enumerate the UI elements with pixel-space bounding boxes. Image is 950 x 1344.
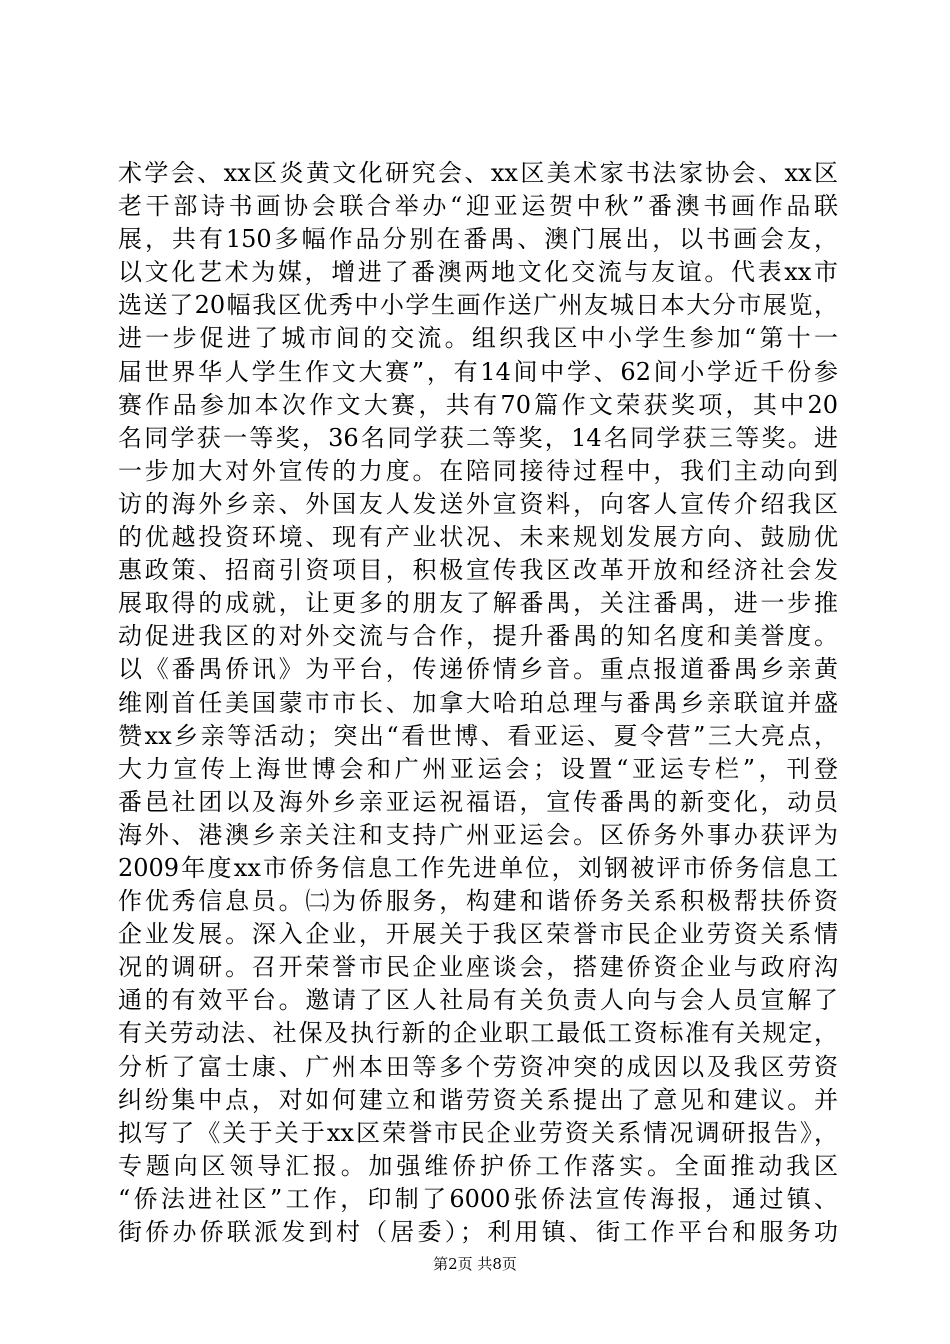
text-line: 有关劳动法、社保及执行新的企业职工最低工资标准有关规定， xyxy=(118,1019,838,1048)
text-line: 纠纷集中点，对如何建立和谐劳资关系提出了意见和建议。并 xyxy=(118,1085,838,1114)
text-line: 番邑社团以及海外乡亲亚运祝福语，宣传番禺的新变化，动员 xyxy=(118,787,838,816)
text-line: 老干部诗书画协会联合举办“迎亚运贺中秋”番澳书画作品联 xyxy=(118,192,838,221)
text-line: 海外、港澳乡亲关注和支持广州亚运会。区侨务外事办获评为 xyxy=(118,820,838,849)
text-line: 企业发展。深入企业，开展关于我区荣誉市民企业劳资关系情 xyxy=(118,920,838,949)
text-line: 一步加大对外宣传的力度。在陪同接待过程中，我们主动向到 xyxy=(118,456,838,485)
text-line: 展取得的成就，让更多的朋友了解番禺，关注番禺，进一步推 xyxy=(118,589,838,618)
text-line: 以文化艺术为媒，增进了番澳两地文化交流与友谊。代表xx市 xyxy=(118,258,838,287)
text-line: “侨法进社区”工作，印制了6000张侨法宣传海报，通过镇、 xyxy=(118,1184,838,1213)
text-line: 展，共有150多幅作品分别在番禺、澳门展出，以书画会友， xyxy=(118,225,838,254)
page-number-footer: 第2页 共8页 xyxy=(433,1255,517,1273)
text-line: 届世界华人学生作文大赛”，有14间中学、62间小学近千份参 xyxy=(118,357,838,386)
text-line: 名同学获一等奖，36名同学获二等奖，14名同学获三等奖。进 xyxy=(118,423,838,452)
text-line: 拟写了《关于关于xx区荣誉市民企业劳资关系情况调研报告》， xyxy=(118,1118,838,1147)
text-line: 通的有效平台。邀请了区人社局有关负责人向与会人员宣解了 xyxy=(118,986,838,1015)
text-line: 街侨办侨联派发到村（居委）；利用镇、街工作平台和服务功 xyxy=(118,1218,838,1246)
text-line: 术学会、xx区炎黄文化研究会、xx区美术家书法家协会、xx区 xyxy=(118,159,838,187)
text-line: 大力宣传上海世博会和广州亚运会；设置“亚运专栏”，刊登 xyxy=(118,754,838,783)
text-line: 动促进我区的对外交流与合作，提升番禺的知名度和美誉度。 xyxy=(118,622,838,651)
text-line: 访的海外乡亲、外国友人发送外宣资料，向客人宣传介绍我区 xyxy=(118,489,838,518)
body-text xyxy=(118,157,838,1249)
text-line: 赞xx乡亲等活动；突出“看世博、看亚运、夏令营”三大亮点， xyxy=(118,721,838,750)
text-line: 专题向区领导汇报。加强维侨护侨工作落实。全面推动我区 xyxy=(118,1151,838,1180)
text-line: 2009年度xx市侨务信息工作先进单位，刘钢被评市侨务信息工 xyxy=(118,853,838,882)
text-line: 选送了20幅我区优秀中小学生画作送广州友城日本大分市展览， xyxy=(118,291,838,320)
text-line: 况的调研。召开荣誉市民企业座谈会，搭建侨资企业与政府沟 xyxy=(118,953,838,982)
text-line: 的优越投资环境、现有产业状况、未来规划发展方向、鼓励优 xyxy=(118,523,838,552)
text-line: 维刚首任美国蒙市市长、加拿大哈珀总理与番禺乡亲联谊并盛 xyxy=(118,688,838,717)
text-line: 分析了富士康、广州本田等多个劳资冲突的成因以及我区劳资 xyxy=(118,1052,838,1081)
text-line: 赛作品参加本次作文大赛，共有70篇作文荣获奖项，其中20 xyxy=(118,390,838,419)
text-line: 以《番禺侨讯》为平台，传递侨情乡音。重点报道番禺乡亲黄 xyxy=(118,655,838,684)
text-line: 进一步促进了城市间的交流。组织我区中小学生参加“第十一 xyxy=(118,324,838,353)
text-line: 惠政策、招商引资项目，积极宣传我区改革开放和经济社会发 xyxy=(118,556,838,585)
text-line: 作优秀信息员。㈡为侨服务，构建和谐侨务关系积极帮扶侨资 xyxy=(118,887,838,916)
